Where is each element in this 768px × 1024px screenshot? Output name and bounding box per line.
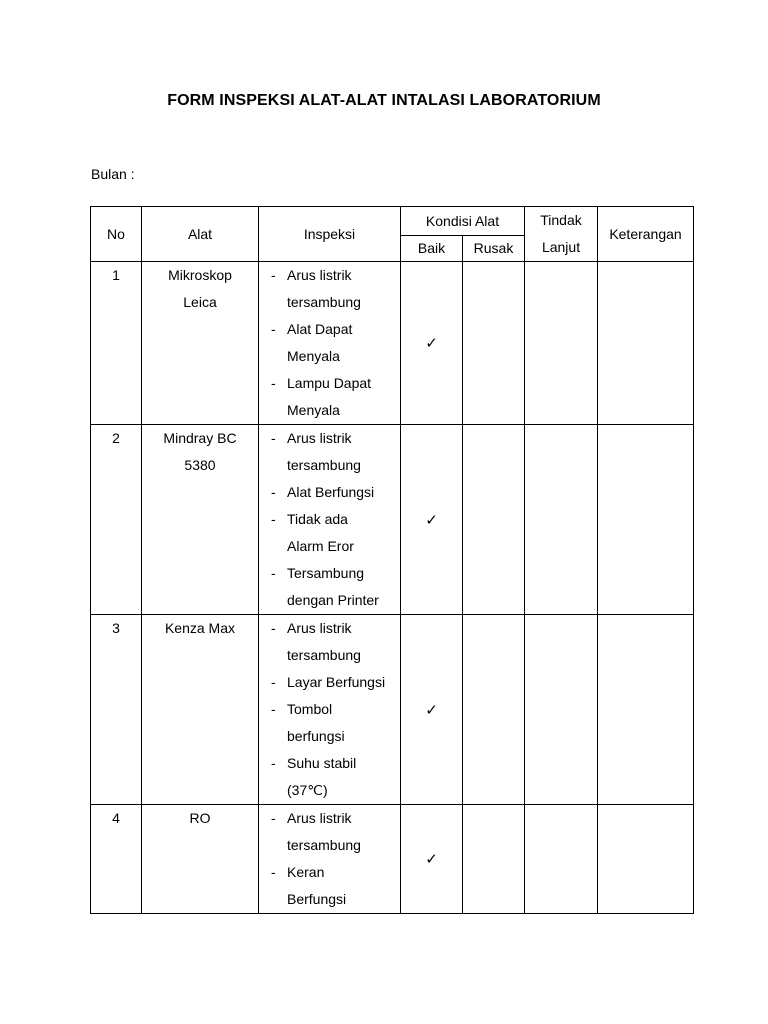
cell-alat [142,262,259,425]
cell-keterangan [598,805,694,914]
inspeksi-line: berfungsi [287,728,345,744]
cell-rusak [463,805,525,914]
inspeksi-item [259,696,400,750]
header-lanjut: Lanjut [541,239,581,255]
inspeksi-line: Keran [287,864,325,880]
inspeksi-line: Tombol [287,701,333,717]
cell-rusak [463,262,525,425]
header-inspeksi: Inspeksi [259,207,401,262]
inspeksi-item [259,750,400,804]
cell-tindak-lanjut [525,262,598,425]
dash-bullet: - [271,620,276,636]
cell-inspeksi [259,425,401,615]
dash-bullet: - [271,810,276,826]
dash-bullet: - [271,484,276,500]
inspeksi-line: Alat Dapat [287,321,353,337]
inspeksi-line: Tersambung [287,565,365,581]
header-no: No [91,207,142,262]
inspeksi-line: Arus listrik [287,430,352,446]
inspeksi-line: Suhu stabil [287,755,357,771]
table-row [91,615,694,805]
inspeksi-item [259,479,400,506]
inspection-table [90,206,694,914]
dash-bullet: - [271,565,276,581]
inspeksi-line: Alarm Eror [287,538,354,554]
inspeksi-item [259,425,400,479]
cell-alat [142,615,259,805]
cell-no: 3 [91,615,142,805]
inspeksi-line: Arus listrik [287,267,352,283]
inspeksi-item [259,262,400,316]
inspeksi-item [259,859,400,913]
cell-keterangan [598,615,694,805]
dash-bullet: - [271,375,276,391]
dash-bullet: - [271,864,276,880]
inspeksi-line: tersambung [287,457,361,473]
header-alat: Alat [142,207,259,262]
inspeksi-item [259,560,400,614]
cell-inspeksi [259,615,401,805]
inspeksi-item [259,370,400,424]
header-tindak: Tindak [540,212,582,228]
header-baik: Baik [401,235,463,261]
cell-alat [142,805,259,914]
cell-tindak-lanjut [525,425,598,615]
cell-tindak-lanjut [525,615,598,805]
cell-inspeksi [259,262,401,425]
header-kondisi-alat: Kondisi Alat [401,207,525,236]
inspeksi-line: Berfungsi [287,891,347,907]
table-row [91,262,694,425]
alat-line: 5380 [184,457,216,473]
cell-rusak [463,615,525,805]
header-rusak: Rusak [463,235,525,261]
inspeksi-line: Lampu Dapat [287,375,372,391]
inspeksi-item [259,669,400,696]
header-keterangan: Keterangan [598,207,694,262]
cell-no: 4 [91,805,142,914]
table-row [91,425,694,615]
dash-bullet: - [271,321,276,337]
dash-bullet: - [271,674,276,690]
alat-line: Kenza Max [164,620,236,636]
dash-bullet: - [271,267,276,283]
dash-bullet: - [271,755,276,771]
inspeksi-line: Menyala [287,402,340,418]
inspeksi-line: tersambung [287,647,361,663]
dash-bullet: - [271,430,276,446]
cell-inspeksi [259,805,401,914]
alat-line: Mindray BC [163,430,237,446]
cell-rusak [463,425,525,615]
inspeksi-item [259,506,400,560]
inspeksi-line: Layar Berfungsi [287,674,386,690]
inspeksi-line: Arus listrik [287,620,352,636]
cell-alat [142,425,259,615]
cell-keterangan [598,262,694,425]
cell-no: 1 [91,262,142,425]
inspeksi-line: Arus listrik [287,810,352,826]
inspeksi-line: Tidak ada [287,511,348,527]
bulan-label: Bulan : [91,166,135,182]
cell-baik: ✓ [401,262,463,425]
alat-line: RO [189,810,211,826]
cell-no: 2 [91,425,142,615]
inspeksi-line: tersambung [287,837,361,853]
inspeksi-line: Alat Berfungsi [287,484,375,500]
inspeksi-line: Menyala [287,348,340,364]
cell-baik: ✓ [401,615,463,805]
inspeksi-item [259,615,400,669]
cell-baik: ✓ [401,425,463,615]
cell-tindak-lanjut [525,805,598,914]
dash-bullet: - [271,511,276,527]
inspeksi-line: dengan Printer [287,592,379,608]
alat-line: Leica [183,294,217,310]
table-row [91,805,694,914]
alat-line: Mikroskop [168,267,232,283]
cell-keterangan [598,425,694,615]
inspeksi-item [259,805,400,859]
inspeksi-line: (37℃) [287,782,328,798]
form-title: FORM INSPEKSI ALAT-ALAT INTALASI LABORATORIUM [167,92,601,109]
inspeksi-item [259,316,400,370]
dash-bullet: - [271,701,276,717]
header-tindak-lanjut [525,207,598,262]
inspeksi-line: tersambung [287,294,361,310]
cell-baik: ✓ [401,805,463,914]
